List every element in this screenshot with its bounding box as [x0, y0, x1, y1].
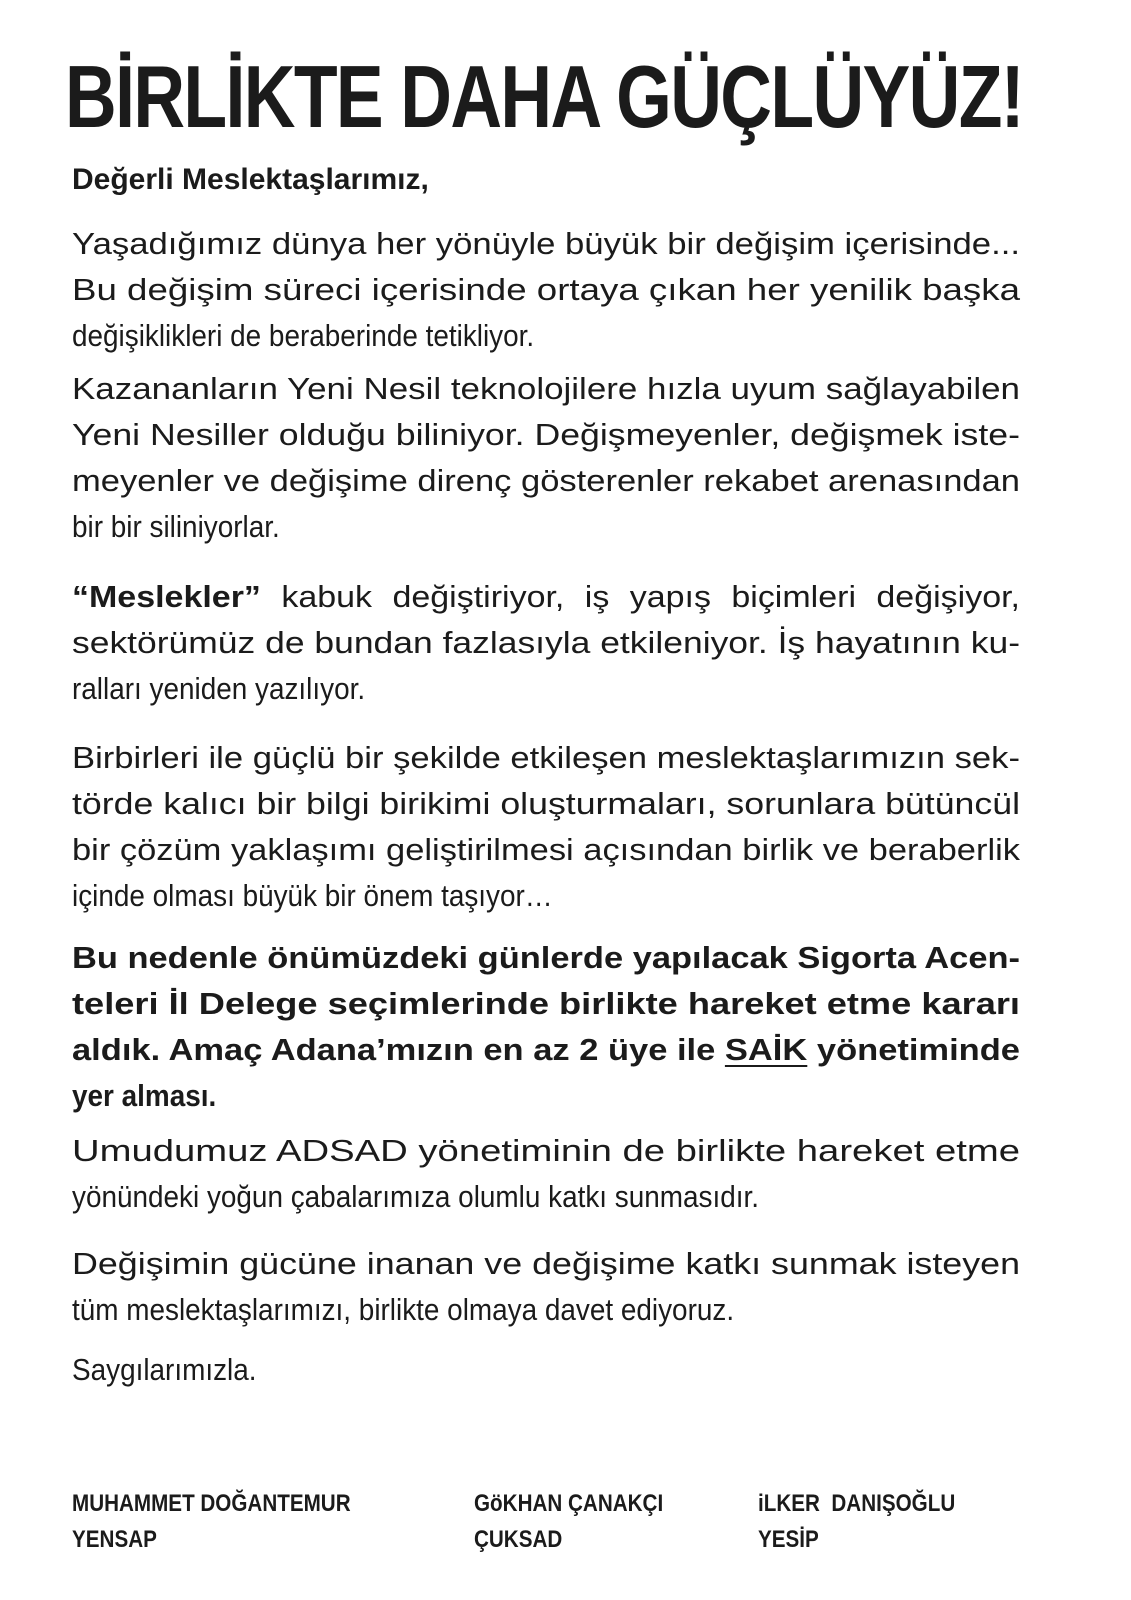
- text-line-content: Yeni Nesiller olduğu biliniyor. Değişmeyenler, değişmek iste-: [72, 417, 1020, 452]
- text-line: [72, 1287, 1020, 1333]
- page-title: [65, 47, 1023, 146]
- text-line-content: törde kalıcı bir bilgi birikimi oluşturmaları, sorunlara bütüncül: [72, 786, 1020, 821]
- signature-org: YESİP: [758, 1526, 819, 1553]
- signature-3: [758, 1486, 987, 1558]
- text-line-content: Yaşadığımız dünya her yönüyle büyük bir değişim içerisinde...: [72, 226, 1021, 261]
- text-line: [72, 1073, 1020, 1119]
- signature-name: iLKER DANIŞOĞLU: [758, 1490, 956, 1517]
- text-line: [72, 1174, 1020, 1220]
- text-line-content: Birbirleri ile güçlü bir şekilde etkileşen meslektaşlarımızın sek-: [72, 740, 1021, 775]
- text-line-content: sektörümüz de bundan fazlasıyla etkileniyor. İş hayatının ku-: [72, 625, 1020, 660]
- closing: [72, 1347, 1020, 1393]
- text-line: [72, 935, 1020, 981]
- text-line: [72, 1347, 1020, 1393]
- paragraph-6: [72, 1128, 1020, 1220]
- text-line: [72, 735, 1020, 781]
- paragraph-4: [72, 735, 1020, 919]
- signature-org: ÇUKSAD: [474, 1526, 563, 1553]
- signature-name: MUHAMMET DOĞANTEMUR: [72, 1490, 351, 1517]
- text-line: [72, 981, 1020, 1027]
- signature-org: YENSAP: [72, 1526, 157, 1553]
- paragraph-7: [72, 1241, 1020, 1333]
- text-line-content: tüm meslektaşlarımızı, birlikte olmaya davet ediyoruz.: [72, 1292, 735, 1327]
- text-line-content: kabuk değiştiriyor, iş yapış biçimleri değişiyor,: [260, 579, 1021, 614]
- text-line-content: içinde olması büyük bir önem taşıyor…: [72, 878, 553, 913]
- text-line: [72, 412, 1020, 458]
- emphasis-meslekler: “Meslekler”: [72, 579, 261, 614]
- text-line: [72, 827, 1020, 873]
- text-line-content: yönetiminde: [807, 1032, 1021, 1067]
- text-line: [72, 620, 1020, 666]
- text-line-content: bir bir siliniyorlar.: [72, 509, 280, 544]
- text-line-content: yer alması.: [72, 1078, 217, 1113]
- text-line: [72, 221, 1020, 267]
- text-line: [72, 504, 1020, 550]
- text-line-content: Umudumuz ADSAD yönetiminin de birlikte hareket etme: [72, 1133, 1020, 1168]
- paragraph-1: [72, 221, 1020, 359]
- text-line-content: aldık. Amaç Adana’mızın en az 2 üye ile: [72, 1032, 725, 1067]
- signature-2: [474, 1486, 694, 1558]
- paragraph-2: [72, 366, 1020, 550]
- closing-text: Saygılarımızla.: [72, 1352, 257, 1387]
- signature-1: [72, 1486, 396, 1558]
- text-line-content: değişiklikleri de beraberinde tetikliyor.: [72, 318, 535, 353]
- text-line: [72, 267, 1020, 313]
- text-line-content: Bu nedenle önümüzdeki günlerde yapılacak Sigorta Acen-: [72, 940, 1021, 975]
- text-line: [72, 458, 1020, 504]
- text-line-content: ralları yeniden yazılıyor.: [72, 671, 366, 706]
- text-line-content: teleri İl Delege seçimlerinde birlikte hareket etme kararı: [72, 986, 1020, 1021]
- page-title-text: BİRLİKTE DAHA GÜÇLÜYÜZ!: [65, 47, 1023, 146]
- text-line: [72, 873, 1020, 919]
- text-line: [72, 313, 1020, 359]
- text-line-content: Değişimin gücüne inanan ve değişime katkı sunmak isteyen: [72, 1246, 1020, 1281]
- text-line-content: Bu değişim süreci içerisinde ortaya çıkan her yenilik başka: [72, 272, 1020, 307]
- text-line-content: yönündeki yoğun çabalarımıza olumlu katkı sunmasıdır.: [72, 1179, 760, 1214]
- text-line: [72, 1241, 1020, 1287]
- saik-link: SAİK: [724, 1032, 808, 1067]
- greeting: Değerli Meslektaşlarımız,: [72, 163, 429, 196]
- signature-name: GöKHAN ÇANAKÇI: [474, 1490, 664, 1517]
- text-line-content: meyenler ve değişime direnç gösterenler rekabet arenasından: [72, 463, 1020, 498]
- text-line: [72, 574, 1020, 620]
- paragraph-5: [72, 935, 1020, 1119]
- text-line: [72, 666, 1020, 712]
- paragraph-3: [72, 574, 1020, 712]
- text-line: [72, 366, 1020, 412]
- text-line-content: bir çözüm yaklaşımı geliştirilmesi açısından birlik ve beraberlik: [72, 832, 1021, 867]
- text-line: [72, 1027, 1020, 1073]
- text-line: [72, 781, 1020, 827]
- text-line: [72, 1128, 1020, 1174]
- text-line-content: Kazananların Yeni Nesil teknolojilere hızla uyum sağlayabilen: [72, 371, 1021, 406]
